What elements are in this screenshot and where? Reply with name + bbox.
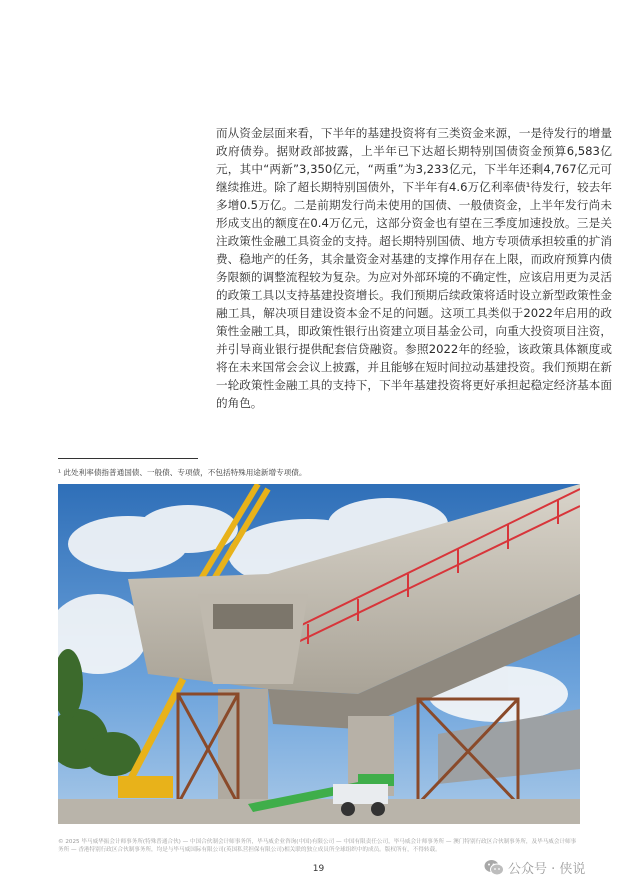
footnote-divider — [58, 458, 198, 459]
construction-photo — [58, 484, 580, 824]
page-number: 19 — [312, 864, 325, 874]
body-paragraph: 而从资金层面来看，下半年的基建投资将有三类资金来源，一是待发行的增量政府债券。据财政部披露，上半年已下达超长期特别国债资金预算6,583亿元，其中“两新”3,350亿元，“两重”为3,233亿元，下半年还剩4,767亿元可继续推进。除了超长期特别国债外，下半年有4.6万亿利率债¹待发行，较去年多增0.5万亿。二是前期发行尚未使用的国债、一般债资金，上半年发行尚未形成支出的额度在0.4万亿元，这部分资金也有望在三季度加速投放。三是关注政策性金融工具资金的支持。超长期特别国债、地方专项债承担较重的扩消费、稳地产的任务，其余量资金对基建的支撑作用存在上限，而政府预算内债务限额的调整流程较为复杂。为应对外部环境的不确定性，应该启用更为灵活的政策工具以支持基建投资增长。我们预期后续政策将适时设立新型政策性金融工具，解决项目建设资本金不足的问题。这项工具类似于2022年启用的政策性金融工具，即政策性银行出资建立项目基金公司，向重大投资项目注资，并引导商业银行提供配套信贷融资。参照2022年的经验，该政策具体额度或将在未来国常会会议上披露，并且能够在短时间拉动基建投资。我们预期在新一轮政策性金融工具的支持下，下半年基建投资将更好承担起稳定经济基本面的角色。 — [216, 126, 612, 410]
watermark — [484, 858, 585, 877]
ground — [58, 799, 580, 824]
legal-notice: © 2025 毕马威华振会计师事务所(特殊普通合伙) — 中国合伙制会计师事务所，毕马威企业咨询(中国)有限公司 — 中国有限责任公司，毕马威会计师事务所 — 澳门特别行政区合伙制事务所，及毕马威会计师事务所 — 香港特别行政区合伙制事务所，均是与毕马威国际有限公司(英国私营担保有限公司)相关联的独立成员所全球组织中的成员。版权所有，不得转载。 — [58, 839, 577, 853]
wechat-icon — [484, 859, 504, 876]
footnote: ¹ 此处利率债指普通国债、一般债、专项债，不包括特殊用途新增专项债。 — [58, 468, 307, 477]
crane-body — [118, 776, 173, 798]
watermark-label: 公众号 · 侠说 — [508, 862, 586, 877]
